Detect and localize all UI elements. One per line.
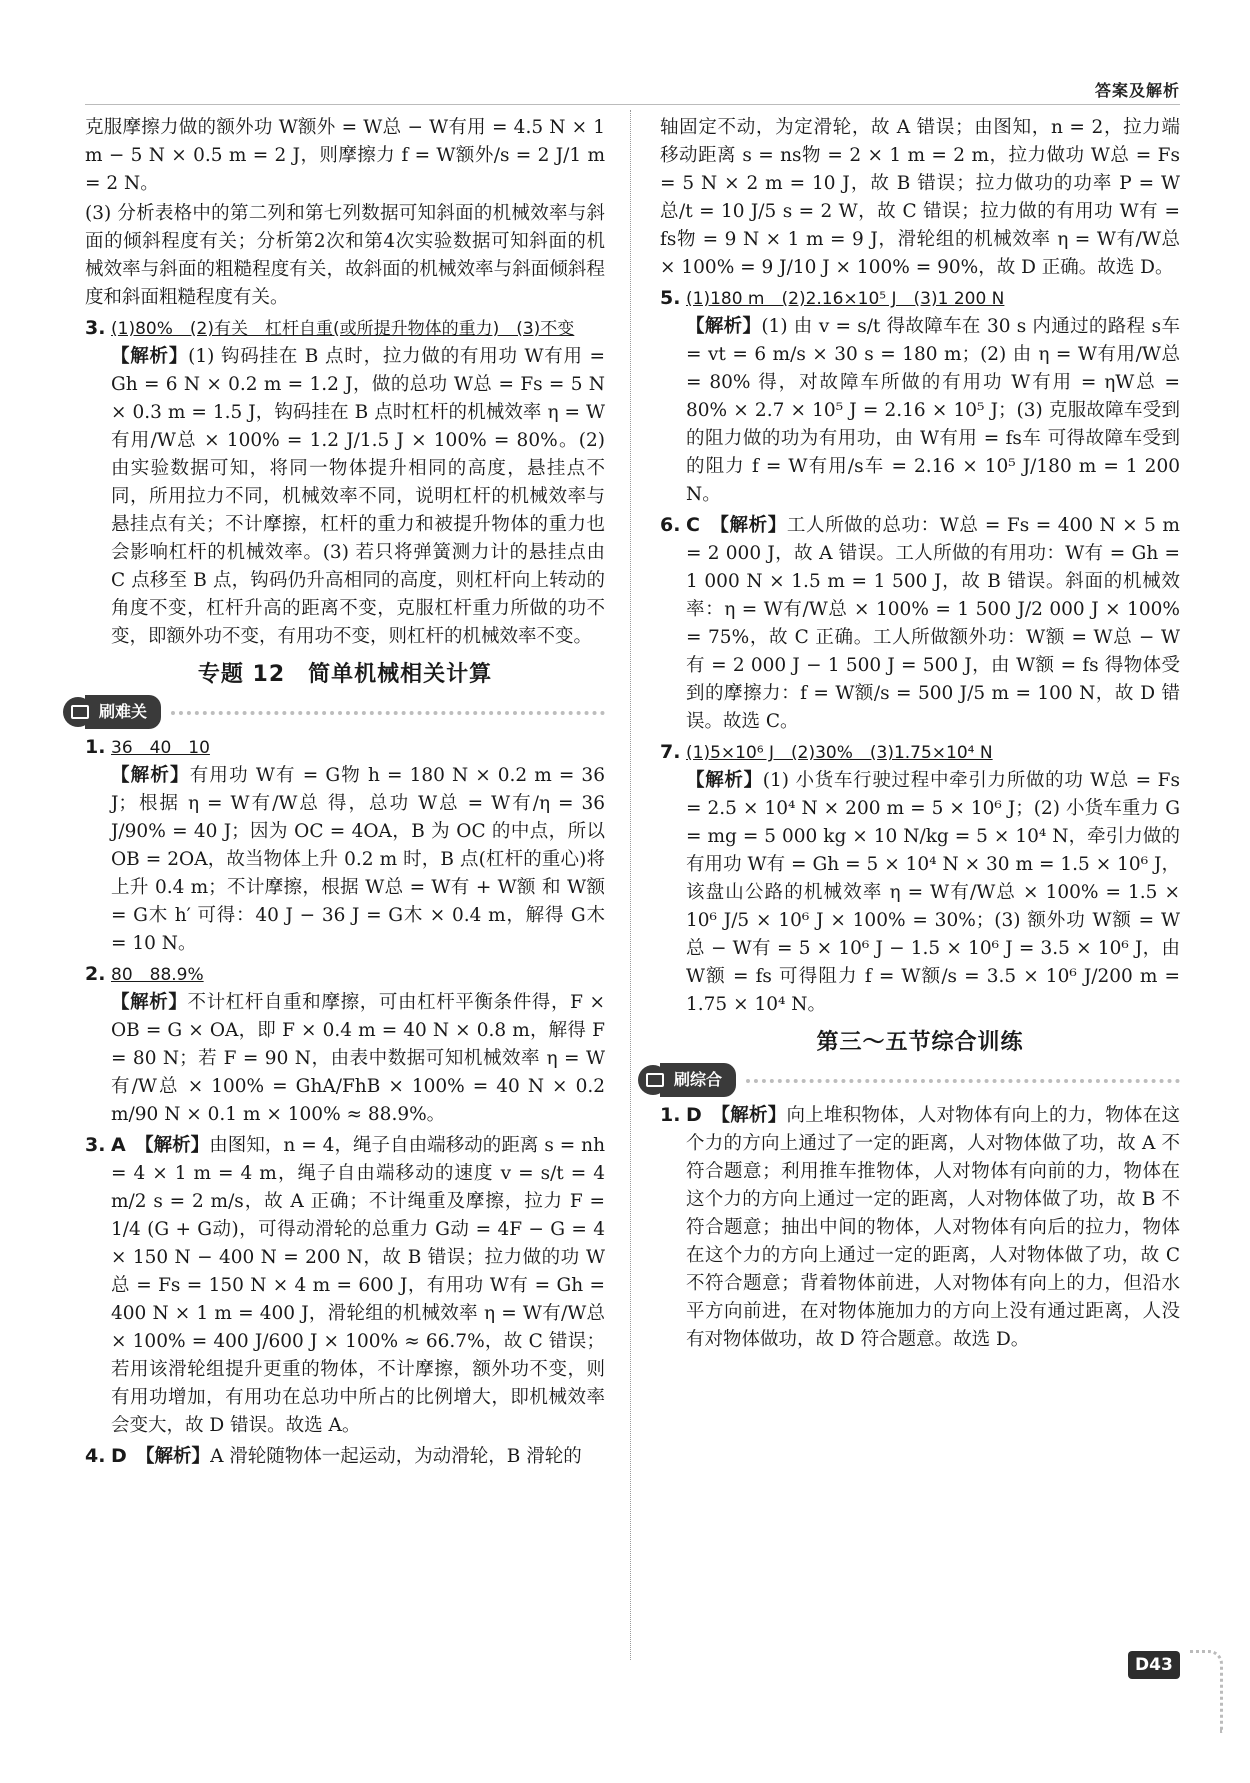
question-number: 1. <box>660 1104 681 1126</box>
paragraph: 轴固定不动，为定滑轮，故 A 错误；由图知，n = 2，拉力端移动距离 s = ns物 = 2 × 1 m = 2 m，拉力做功 W总 = Fs = 5 N × 2 m = 10 J，故 B 错误；拉力做功的功率 P = W总/t = 10 J/5 s = 2 W，故 C 错误；拉力做的有用功 W有 = fs物 = 9 N × 1 m = 9 J，滑轮组的机械效率 η = W有/W总 × 100% = 9 J/10 J × 100% = 90%，故 D 正确。故选 D。 <box>660 117 1180 278</box>
left-column <box>85 114 605 1473</box>
explanation-text: 有用功 W有 = G物 h = 180 N × 0.2 m = 36 J；根据 η = W有/W总 得，总功 W总 = W有/η = 36 J/90% = 40 J；因为 OC = 4OA，B 为 OC 的中点，所以 OB = 2OA，故当物体上升 0.2 m 时，B 点(杠杆的重心)将上升 0.4 m；不计摩擦，根据 W总 = W有 + W额 和 W额 = G木 h′ 可得：40 J − 36 J = G木 × 0.4 m，解得 G木 = 10 N。 <box>111 765 605 954</box>
question-number: 7. <box>660 741 681 763</box>
question-item <box>660 284 1180 509</box>
answer: 36 40 10 <box>111 738 210 758</box>
question-item <box>85 733 605 958</box>
explanation-text: (1) 钩码挂在 B 点时，拉力做的有用功 W有用 = Gh = 6 N × 0.2 m = 1.2 J，做的总功 W总 = Fs = 5 N × 0.3 m = 1.5 J，钩码挂在 B 点时杠杆的机械效率 η = W有用/W总 × 100% = 1.2 J/1.5 J × 100% = 80%。(2) 由实验数据可知，将同一物体提升相同的高度，悬挂点不同，所用拉力不同，机械效率不同，说明杠杆的机械效率与悬挂点有关；不计摩擦，杠杆的重力和被提升物体的重力也会影响杠杆的机械效率。(3) 若只将弹簧测力计的悬挂点由 C 点移至 B 点，钩码仍升高相同的高度，则杠杆向上转动的角度不变，杠杆升高的距离不变，克服杠杆重力所做的功不变，即额外功不变，有用功不变，则杠杆的机械效率不变。 <box>111 346 605 647</box>
explanation-label: 【解析】 <box>719 515 787 536</box>
badge-icon <box>638 1065 668 1095</box>
section-badge <box>63 697 605 727</box>
question-number: 1. <box>85 736 106 758</box>
question-item <box>660 1101 1180 1354</box>
page-number: D43 <box>1128 1651 1180 1679</box>
page-header-title: 答案及解析 <box>1094 81 1180 100</box>
explanation-text: A 滑轮随物体一起运动，为动滑轮，B 滑轮的 <box>210 1446 582 1467</box>
answer: D <box>111 1445 127 1467</box>
paragraph: (3) 分析表格中的第二列和第七列数据可知斜面的机械效率与斜面的倾斜程度有关；分析第2次和第4次实验数据可知斜面的机械效率与斜面的粗糙程度有关，故斜面的机械效率与斜面倾斜程度和斜面粗糙程度有关。 <box>85 203 605 308</box>
answer: C <box>686 514 700 536</box>
column-divider <box>630 110 631 1660</box>
question-number: 2. <box>85 963 106 985</box>
section-badge <box>638 1065 1180 1095</box>
question-item <box>85 1131 605 1440</box>
question-number: 3. <box>85 317 106 339</box>
answer: (1)5×10⁶ J (2)30% (3)1.75×10⁴ N <box>686 743 993 763</box>
dotted-rule <box>746 1079 1180 1083</box>
explanation-label: 【解析】 <box>111 765 190 786</box>
answer: D <box>686 1104 702 1126</box>
question-item <box>660 511 1180 736</box>
explanation-label: 【解析】 <box>145 1446 211 1467</box>
question-item <box>85 314 605 651</box>
explanation-label: 【解析】 <box>686 770 763 791</box>
question-number: 4. <box>85 1445 106 1467</box>
section-title: 第三～五节综合训练 <box>816 1030 1024 1055</box>
badge-label: 刷难关 <box>85 695 161 729</box>
answer: 80 88.9% <box>111 965 204 985</box>
page-corner-decoration <box>1190 1650 1223 1733</box>
question-item <box>85 960 605 1129</box>
question-item <box>85 1442 605 1471</box>
explanation-label: 【解析】 <box>720 1105 787 1126</box>
answer: (1)180 m (2)2.16×10⁵ J (3)1 200 N <box>686 289 1005 309</box>
explanation-text: 工人所做的总功：W总 = Fs = 400 N × 5 m = 2 000 J，故 A 错误。工人所做的有用功：W有 = Gh = 1 000 N × 1.5 m = 1 500 J，故 B 错误。斜面的机械效率：η = W有/W总 × 100% = 1 500 J/2 000 J × 100% = 75%，故 C 正确。工人所做额外功：W额 = W总 − W有 = 2 000 J − 1 500 J = 500 J，由 W额 = fs 得物体受到的摩擦力：f = W额/s = 500 J/5 m = 100 N，故 D 错误。故选 C。 <box>686 515 1180 732</box>
question-number: 6. <box>660 514 681 536</box>
explanation-text: 由图知，n = 4，绳子自由端移动的距离 s = nh = 4 × 1 m = 4 m，绳子自由端移动的速度 v = s/t = 4 m/2 s = 2 m/s，故 A 正确；不计绳重及摩擦，拉力 F = 1/4 (G + G动)，可得动滑轮的总重力 G动 = 4F − G = 4 × 150 N − 400 N = 200 N，故 B 错误；拉力做的功 W总 = Fs = 150 N × 4 m = 600 J，有用功 W有 = Gh = 400 N × 1 m = 400 J，滑轮组的机械效率 η = W有/W总 × 100% = 400 J/600 J × 100% ≈ 66.7%，故 C 错误；若用该滑轮组提升更重的物体，不计摩擦，额外功不变，则有用功增加，有用功在总功中所占的比例增大，即机械效率会变大，故 D 错误。故选 A。 <box>111 1135 605 1436</box>
explanation-label: 【解析】 <box>111 346 189 367</box>
dotted-rule <box>171 711 605 715</box>
explanation-label: 【解析】 <box>111 992 188 1013</box>
header-divider <box>85 104 1180 105</box>
section-title: 专题 12 简单机械相关计算 <box>197 662 493 687</box>
question-number: 3. <box>85 1134 106 1156</box>
answer: A <box>111 1134 126 1156</box>
right-column <box>660 114 1180 1356</box>
badge-icon <box>63 697 93 727</box>
explanation-text: (1) 由 v = s/t 得故障车在 30 s 内通过的路程 s车 = vt = 6 m/s × 30 s = 180 m；(2) 由 η = W有用/W总 = 80% 得，对故障车所做的有用功 W有用 = ηW总 = 80% × 2.7 × 10⁵ J = 2.16 × 10⁵ J；(3) 克服故障车受到的阻力做的功为有用功，由 W有用 = fs车 可得故障车受到的阻力 f = W有用/s车 = 2.16 × 10⁵ J/180 m = 1 200 N。 <box>686 316 1180 505</box>
explanation-text: (1) 小货车行驶过程中牵引力所做的功 W总 = Fs = 2.5 × 10⁴ N × 200 m = 5 × 10⁶ J；(2) 小货车重力 G = mg = 5 000 kg × 10 N/kg = 5 × 10⁴ N，牵引力做的有用功 W有 = Gh = 5 × 10⁴ N × 30 m = 1.5 × 10⁶ J，该盘山公路的机械效率 η = W有/W总 × 100% = 1.5 × 10⁶ J/5 × 10⁶ J × 100% = 30%；(3) 额外功 W额 = W总 − W有 = 5 × 10⁶ J − 1.5 × 10⁶ J = 3.5 × 10⁶ J，由 W额 = fs 可得阻力 f = W额/s = 3.5 × 10⁶ J/200 m = 1.75 × 10⁴ N。 <box>686 770 1180 1015</box>
answer: (1)80% (2)有关 杠杆自重(或所提升物体的重力) (3)不变 <box>111 319 575 339</box>
explanation-text: 不计杠杆自重和摩擦，可由杠杆平衡条件得，F × OB = G × OA，即 F × 0.4 m = 40 N × 0.8 m，解得 F = 80 N；若 F = 90 N，由表中数据可知机械效率 η = W有/W总 × 100% = GhA/FhB × 100% = 40 N × 0.2 m/90 N × 0.1 m × 100% ≈ 88.9%。 <box>111 992 605 1125</box>
paragraph: 克服摩擦力做的额外功 W额外 = W总 − W有用 = 4.5 N × 1 m − 5 N × 0.5 m = 2 J，则摩擦力 f = W额外/s = 2 J/1 m = 2 N。 <box>85 117 605 194</box>
explanation-text: 向上堆积物体，人对物体有向上的力，物体在这个力的方向上通过了一定的距离，人对物体做了功，故 A 不符合题意；利用推车推物体，人对物体有向前的力，物体在这个力的方向上通过一定的距离，人对物体做了功，故 B 不符合题意；抽出中间的物体，人对物体有向后的拉力，物体在这个力的方向上通过一定的距离，人对物体做了功，故 C 不符合题意；背着物体前进，人对物体有向上的力，但沿水平方向前进，在对物体施加力的方向上没有通过距离，人没有对物体做功，故 D 符合题意。故选 D。 <box>686 1105 1180 1350</box>
explanation-label: 【解析】 <box>686 316 762 337</box>
question-number: 5. <box>660 287 681 309</box>
badge-label: 刷综合 <box>660 1063 736 1097</box>
explanation-label: 【解析】 <box>144 1135 210 1156</box>
question-item <box>660 738 1180 1019</box>
